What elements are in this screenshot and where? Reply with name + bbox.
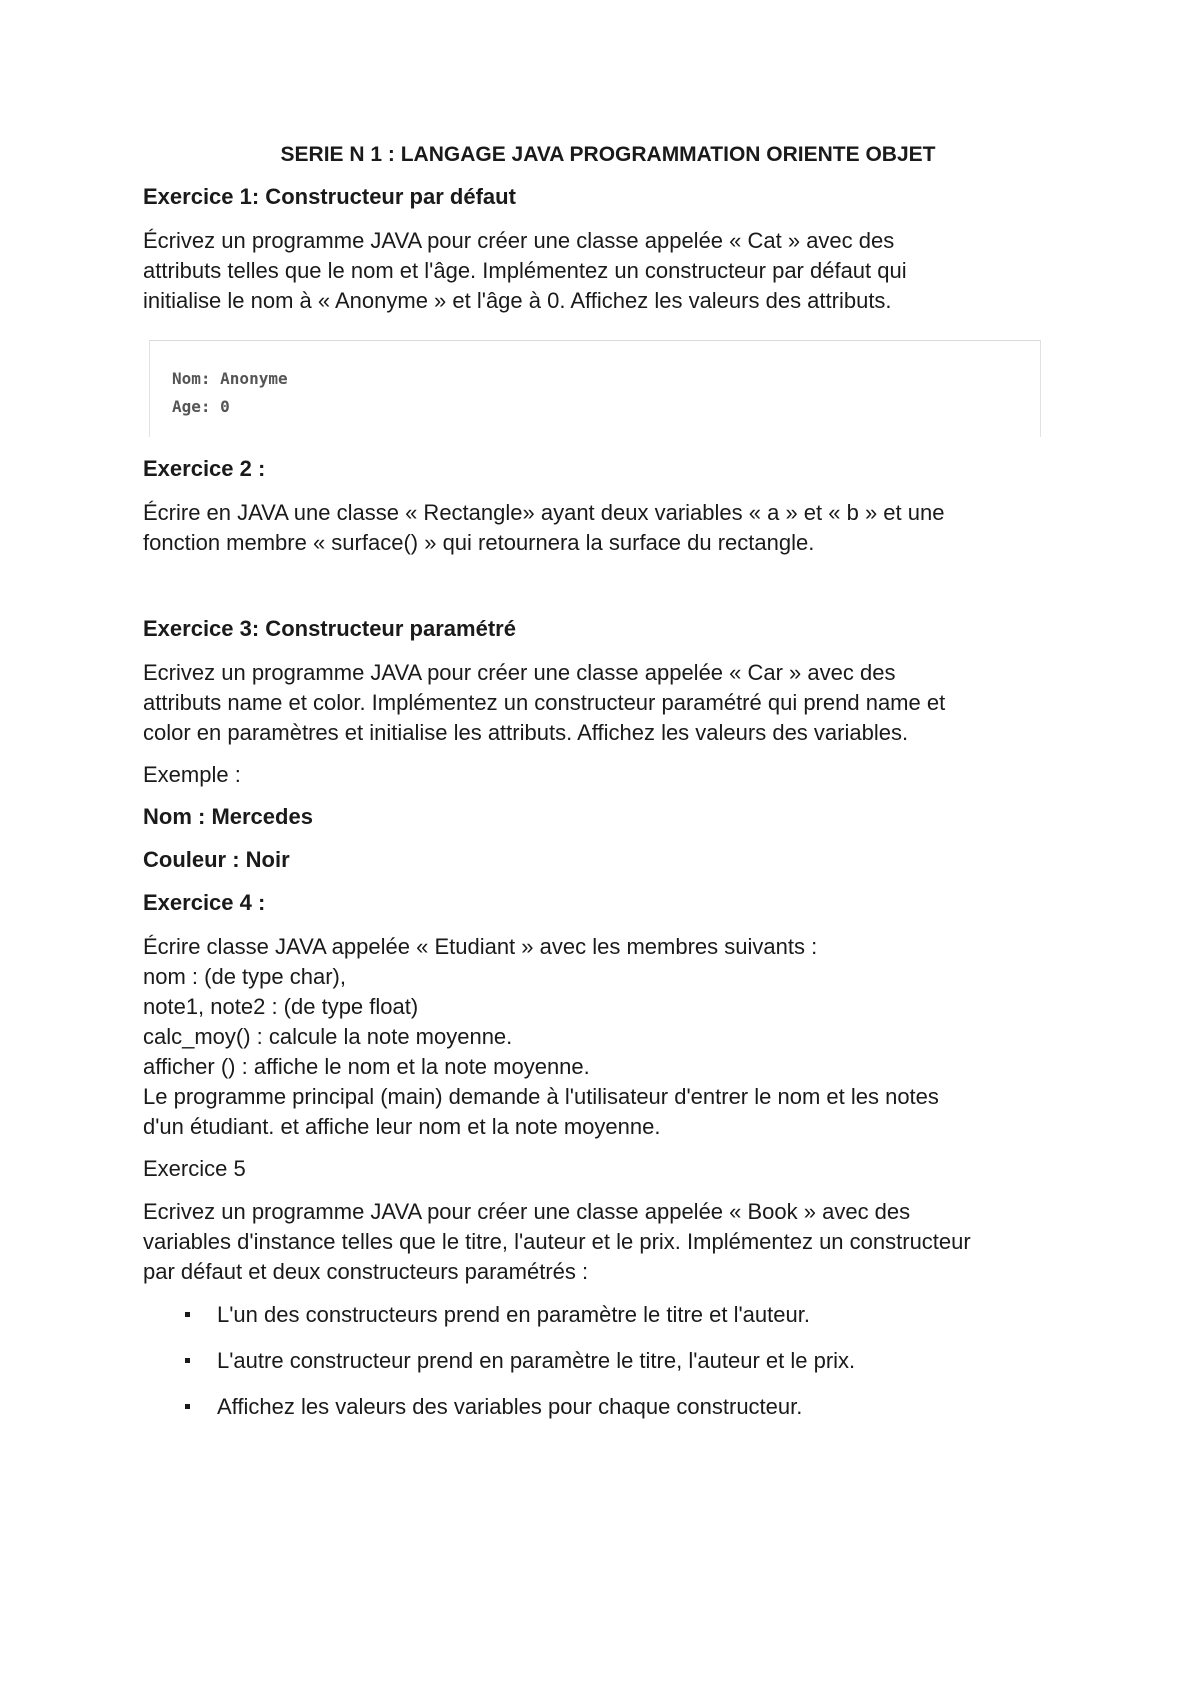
exercise-5-heading: Exercice 5 [143,1156,246,1181]
exercise-1-line: initialise le nom à « Anonyme » et l'âge à 0. Affichez les valeurs des attributs. [143,288,892,313]
exercise-3-line: Ecrivez un programme JAVA pour créer une classe appelée « Car » avec des [143,660,896,685]
exercise-2-line: Écrire en JAVA une classe « Rectangle» ayant deux variables « a » et « b » et une [143,500,945,525]
document-title: SERIE N 1 : LANGAGE JAVA PROGRAMMATION ORIENTE OBJET [280,143,936,166]
exercise-4-line: afficher () : affiche le nom et la note moyenne. [143,1054,590,1079]
exercise-5-text [143,1197,1063,1287]
output-line-name: Nom: Anonyme [172,369,288,388]
exercise-3-text [143,658,1063,748]
document-page [143,143,1063,1438]
bullet-text: L'un des constructeurs prend en paramètre le titre et l'auteur. [217,1302,810,1327]
exercise-1-text [143,226,1063,316]
exercise-4-heading: Exercice 4 : [143,890,266,915]
exercise-1-line: attributs telles que le nom et l'âge. Implémentez un constructeur par défaut qui [143,258,907,283]
exercise-4-line: note1, note2 : (de type float) [143,994,419,1019]
example-label: Exemple : [143,762,241,787]
exercise-5-line: par défaut et deux constructeurs paramétrés : [143,1259,589,1284]
exercise-5-line: variables d'instance telles que le titre, l'auteur et le prix. Implémentez un constructeur [143,1229,971,1254]
square-bullet-icon [185,1358,190,1363]
exercise-1-heading: Exercice 1: Constructeur par défaut [143,184,516,209]
exercise-4-line: d'un étudiant. et affiche leur nom et la note moyenne. [143,1114,661,1139]
exercise-3-line: attributs name et color. Implémentez un constructeur paramétré qui prend name et [143,690,946,715]
exercise-3-heading: Exercice 3: Constructeur paramétré [143,616,516,641]
bullet-item [143,1300,1063,1330]
exercise-4-line: calc_moy() : calcule la note moyenne. [143,1024,513,1049]
bullet-item [143,1392,1063,1422]
bullet-text: Affichez les valeurs des variables pour chaque constructeur. [217,1394,803,1419]
exercise-3-line: color en paramètres et initialise les attributs. Affichez les valeurs des variables. [143,720,909,745]
exercise-4-text [143,932,1063,1142]
exercise-4-line: Le programme principal (main) demande à l'utilisateur d'entrer le nom et les notes [143,1084,939,1109]
exercise-4-line: Écrire classe JAVA appelée « Etudiant » avec les membres suivants : [143,934,818,959]
exercise-1-line: Écrivez un programme JAVA pour créer une classe appelée « Cat » avec des [143,228,895,253]
spacer [143,571,1063,615]
exercise-5-line: Ecrivez un programme JAVA pour créer une classe appelée « Book » avec des [143,1199,911,1224]
square-bullet-icon [185,1312,190,1317]
exercise-2-line: fonction membre « surface() » qui retournera la surface du rectangle. [143,530,815,555]
example-name: Nom : Mercedes [143,804,313,829]
output-line-age: Age: 0 [172,397,230,416]
bullet-item [143,1346,1063,1376]
square-bullet-icon [185,1404,190,1409]
exercise-2-heading: Exercice 2 : [143,456,266,481]
exercise-2-text [143,498,1063,558]
exercise-5-bullet-list [143,1300,1063,1422]
exercise-1-output-box [149,340,1041,437]
bullet-text: L'autre constructeur prend en paramètre le titre, l'auteur et le prix. [217,1348,856,1373]
example-color: Couleur : Noir [143,847,290,872]
exercise-4-line: nom : (de type char), [143,964,346,989]
